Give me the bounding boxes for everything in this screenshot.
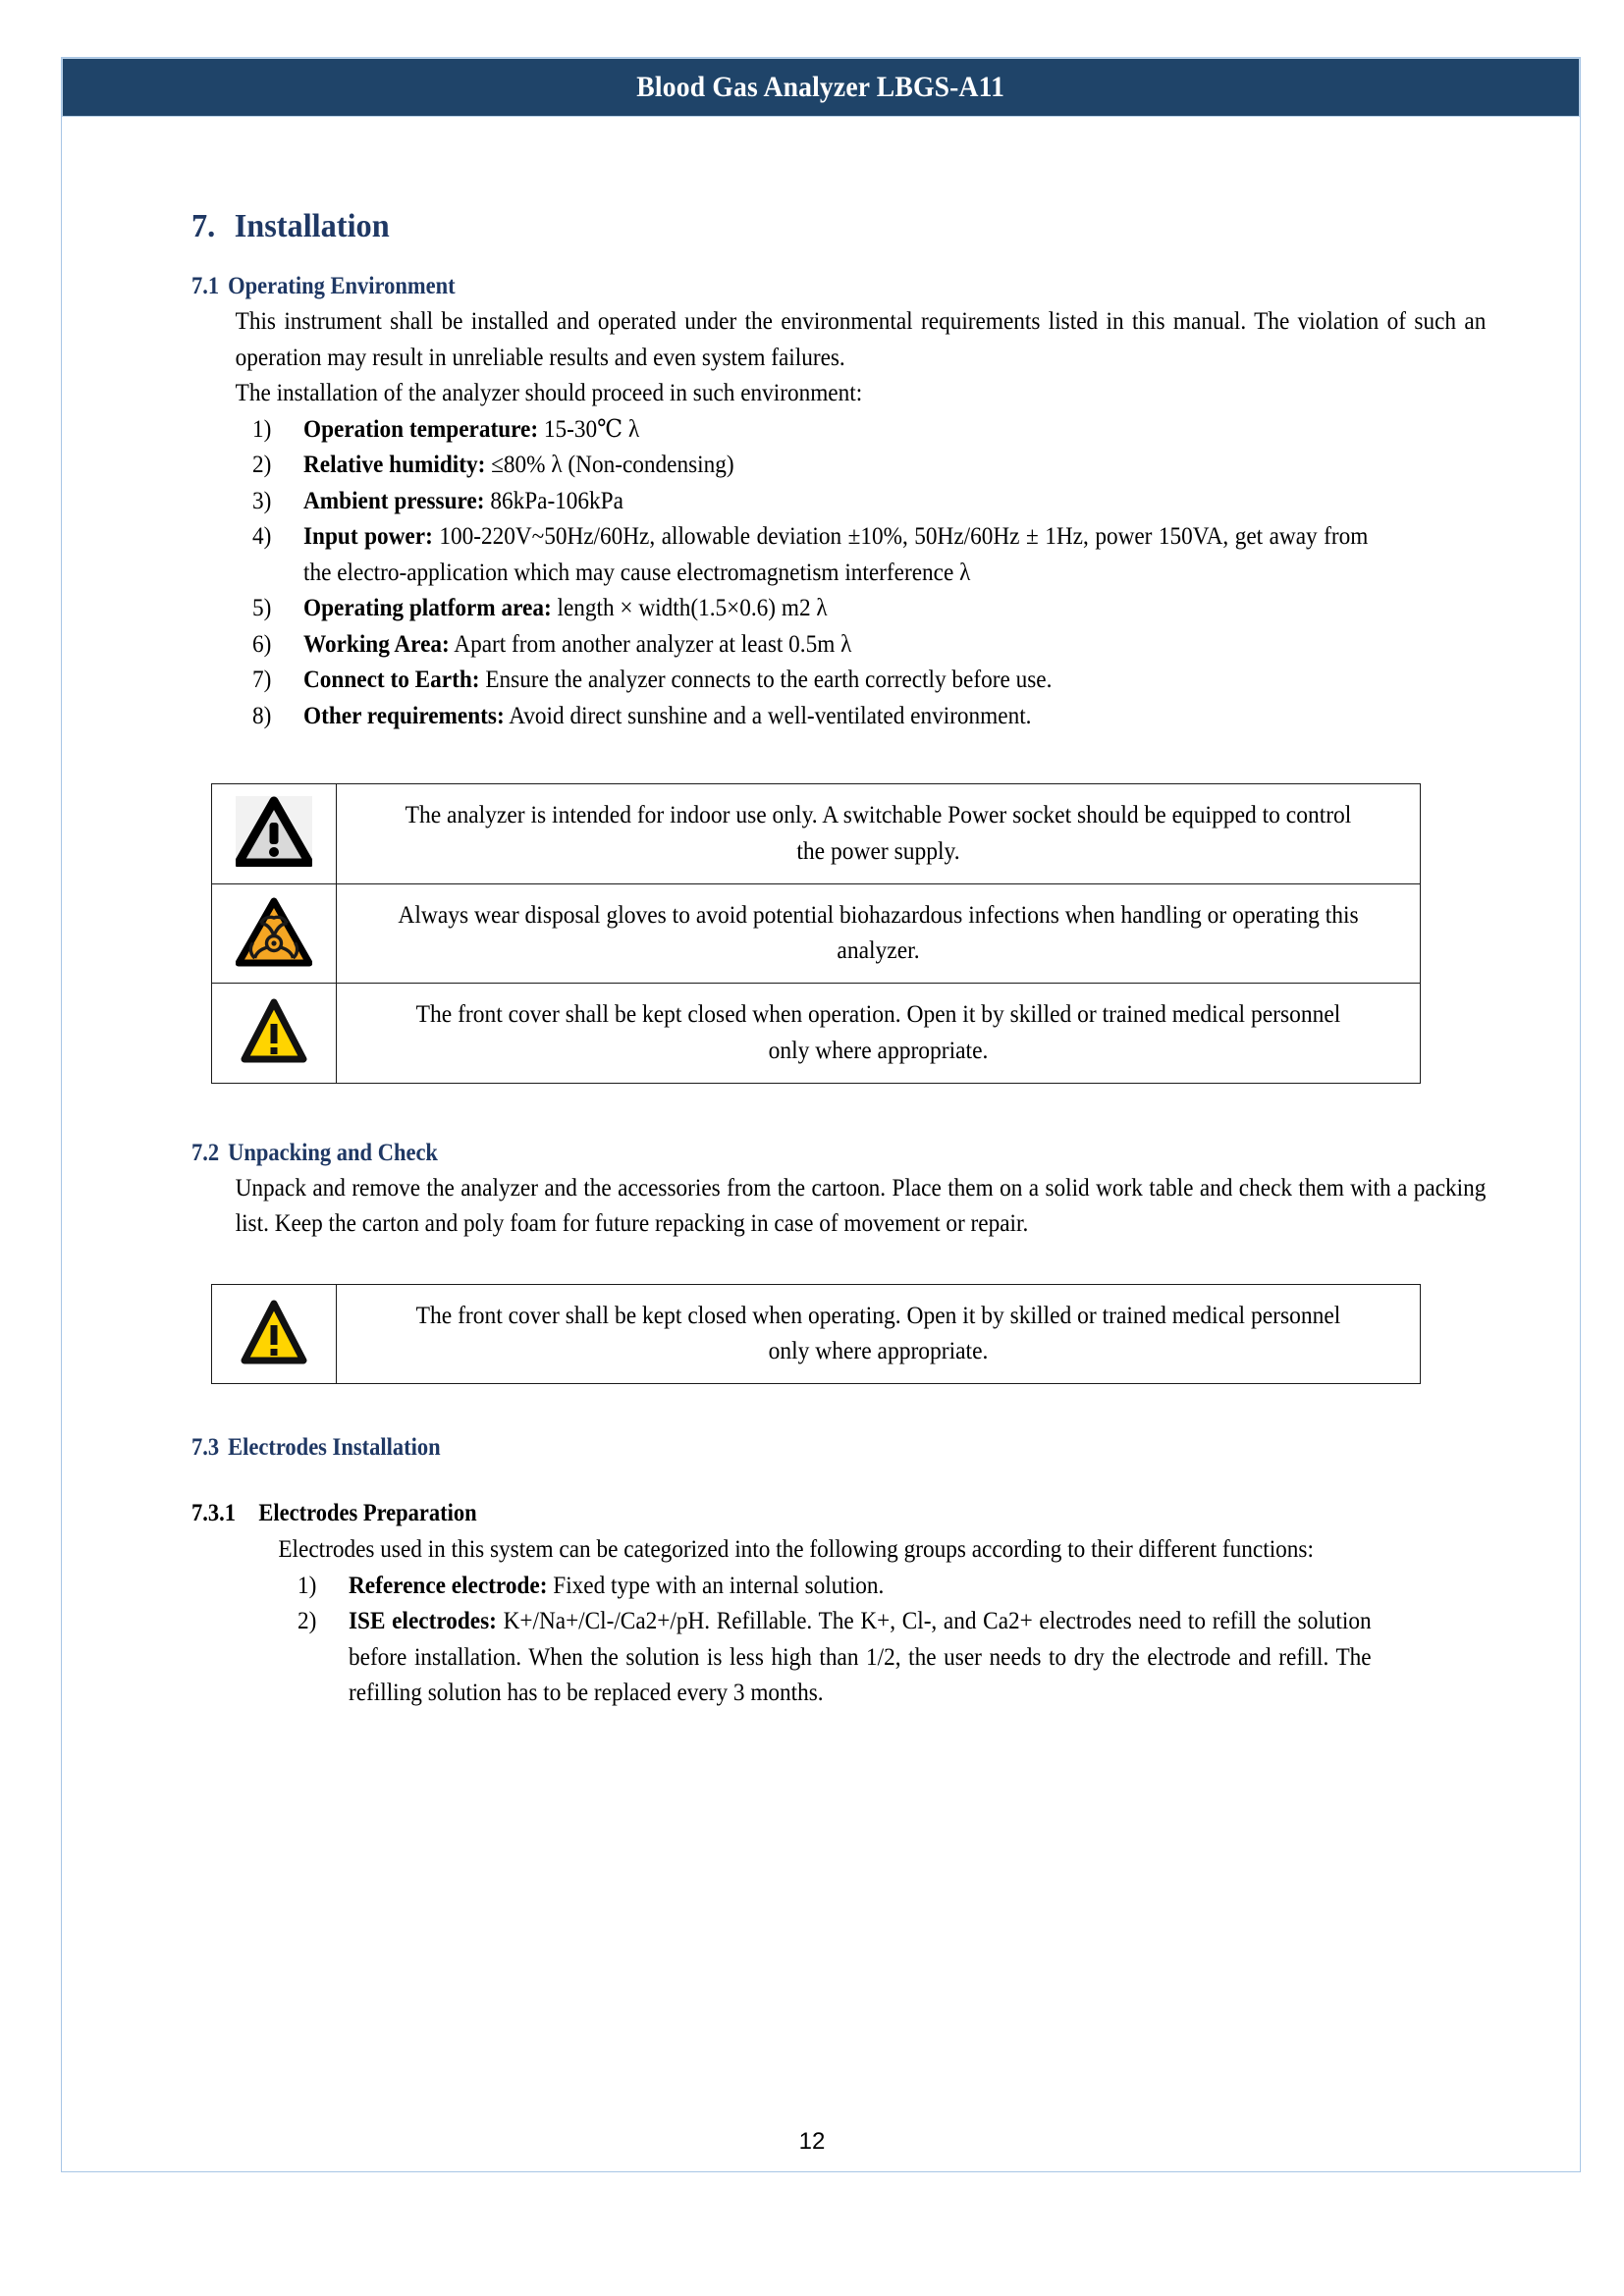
paragraph-7-3-1: Electrodes used in this system can be categorized into the following groups according to their different functions: <box>278 1536 1314 1564</box>
list-marker: 1) <box>298 1572 317 1599</box>
warning-text: Always wear disposal gloves to avoid potential biohazardous infections when handling or operating this analyzer. <box>398 901 1359 965</box>
heading-section-7-number: 7. <box>191 208 216 244</box>
list-item-text: ≤80% λ (Non-condensing) <box>485 452 734 479</box>
list-item <box>191 663 1448 699</box>
list-marker: 4) <box>252 523 272 551</box>
list-item <box>191 448 1448 484</box>
list-marker: 3) <box>252 487 272 514</box>
warning-icon-cell <box>212 984 337 1084</box>
list-item-label: Relative humidity: <box>303 452 486 479</box>
warning-text-cell <box>337 1284 1421 1384</box>
heading-section-7-3-1-number: 7.3.1 <box>191 1500 236 1527</box>
warning-table-unpacking <box>211 1284 1421 1385</box>
warning-text-cell <box>337 984 1421 1084</box>
heading-section-7-3-title: Electrodes Installation <box>228 1434 441 1462</box>
page-number: 12 <box>798 2128 826 2155</box>
table-row <box>212 784 1421 884</box>
heading-section-7 <box>191 206 1385 246</box>
heading-section-7-3 <box>191 1433 1323 1463</box>
warning-icon-cell <box>212 784 337 884</box>
heading-section-7-3-1 <box>191 1499 1323 1528</box>
list-item-text: Avoid direct sunshine and a well-ventilated environment. <box>504 702 1032 729</box>
table-row <box>212 984 1421 1084</box>
biohazard-triangle-orange-icon <box>236 896 312 967</box>
paragraph-7-2: Unpack and remove the analyzer and the accessories from the cartoon. Place them on a solid work table and check them with a packing list. Keep the carton and poly foam for future repacking in case of movement or repair. <box>235 1174 1487 1238</box>
list-item <box>191 484 1448 520</box>
heading-section-7-2 <box>191 1139 1323 1168</box>
list-item-text: Ensure the analyzer connects to the earth correctly before use. <box>479 667 1053 694</box>
warning-triangle-yellow-icon <box>241 1300 307 1364</box>
warning-text: The front cover shall be kept closed when operating. Open it by skilled or trained medical personnel only where appropriate. <box>415 1302 1341 1365</box>
list-item-label: Working Area: <box>303 630 450 658</box>
list-marker: 2) <box>298 1608 317 1635</box>
list-item-text: Apart from another analyzer at least 0.5m λ <box>449 630 852 658</box>
warning-text: The front cover shall be kept closed when operation. Open it by skilled or trained medical personnel only where appropriate. <box>415 1001 1341 1064</box>
list-item <box>191 1604 1448 1712</box>
warning-text-cell <box>337 883 1421 984</box>
list-item <box>191 699 1448 735</box>
warning-triangle-yellow-icon <box>241 998 307 1063</box>
list-item <box>191 627 1448 664</box>
heading-section-7-3-number: 7.3 <box>191 1434 220 1462</box>
table-row <box>212 883 1421 984</box>
list-item-label: Operating platform area: <box>303 595 552 622</box>
list-item-label: Connect to Earth: <box>303 667 480 694</box>
list-item <box>191 1569 1448 1605</box>
warning-icon-cell <box>212 1284 337 1384</box>
warning-triangle-grey-icon <box>236 796 312 867</box>
list-electrode-types <box>191 1569 1448 1712</box>
warning-text-cell <box>337 784 1421 884</box>
list-operating-environment <box>191 412 1448 735</box>
list-item-label: Input power: <box>303 523 433 551</box>
list-marker: 6) <box>252 630 272 658</box>
heading-section-7-1-title: Operating Environment <box>228 273 456 300</box>
list-item-text: length × width(1.5×0.6) m2 λ <box>551 595 828 622</box>
list-item-label: Operation temperature: <box>303 415 539 443</box>
heading-section-7-3-1-title: Electrodes Preparation <box>258 1500 477 1527</box>
heading-section-7-2-number: 7.2 <box>191 1139 220 1166</box>
list-item <box>191 412 1448 449</box>
paragraph-7-1-intro: This instrument shall be installed and operated under the environmental requirements listed in this manual. The violation of such an operation may result in unreliable results and even system failures. <box>235 308 1487 371</box>
heading-section-7-2-title: Unpacking and Check <box>228 1139 438 1166</box>
heading-section-7-1 <box>191 272 1323 301</box>
list-item-text: 100-220V~50Hz/60Hz, allowable deviation ±10%, 50Hz/60Hz ± 1Hz, power 150VA, get away from the electro-application which may cause electromagnetism interference λ <box>303 523 1369 586</box>
list-item-text: Fixed type with an internal solution. <box>547 1572 885 1599</box>
document-header-band <box>62 58 1580 117</box>
list-item-text: 86kPa-106kPa <box>484 487 623 514</box>
list-marker: 1) <box>252 415 272 443</box>
list-item <box>191 519 1448 591</box>
warning-text: The analyzer is intended for indoor use only. A switchable Power socket should be equipped to control the power supply. <box>405 802 1352 865</box>
heading-section-7-1-number: 7.1 <box>191 273 220 300</box>
warning-icon-cell <box>212 883 337 984</box>
page-content <box>191 206 1487 1712</box>
list-item-text: 15-30℃ λ <box>538 415 640 443</box>
heading-section-7-title: Installation <box>234 208 390 244</box>
paragraph-7-1-lead-in: The installation of the analyzer should proceed in such environment: <box>235 380 863 407</box>
list-item-label: ISE electrodes: <box>349 1608 497 1635</box>
list-item-text: K+/Na+/Cl-/Ca2+/pH. Refillable. The K+, Cl-, and Ca2+ electrodes need to refill the solution before installation. When the solution is less high than 1/2, the user needs to dry the electrode and refill. The refilling solution has to be replaced every 3 months. <box>349 1608 1372 1707</box>
warning-table-installation <box>211 783 1421 1084</box>
list-marker: 8) <box>252 702 272 729</box>
list-marker: 5) <box>252 595 272 622</box>
list-item-label: Other requirements: <box>303 702 505 729</box>
list-item-label: Reference electrode: <box>349 1572 548 1599</box>
document-title: Blood Gas Analyzer LBGS-A11 <box>636 71 1005 103</box>
list-item <box>191 591 1448 627</box>
table-row <box>212 1284 1421 1384</box>
list-marker: 2) <box>252 452 272 479</box>
list-item-label: Ambient pressure: <box>303 487 485 514</box>
list-marker: 7) <box>252 667 272 694</box>
